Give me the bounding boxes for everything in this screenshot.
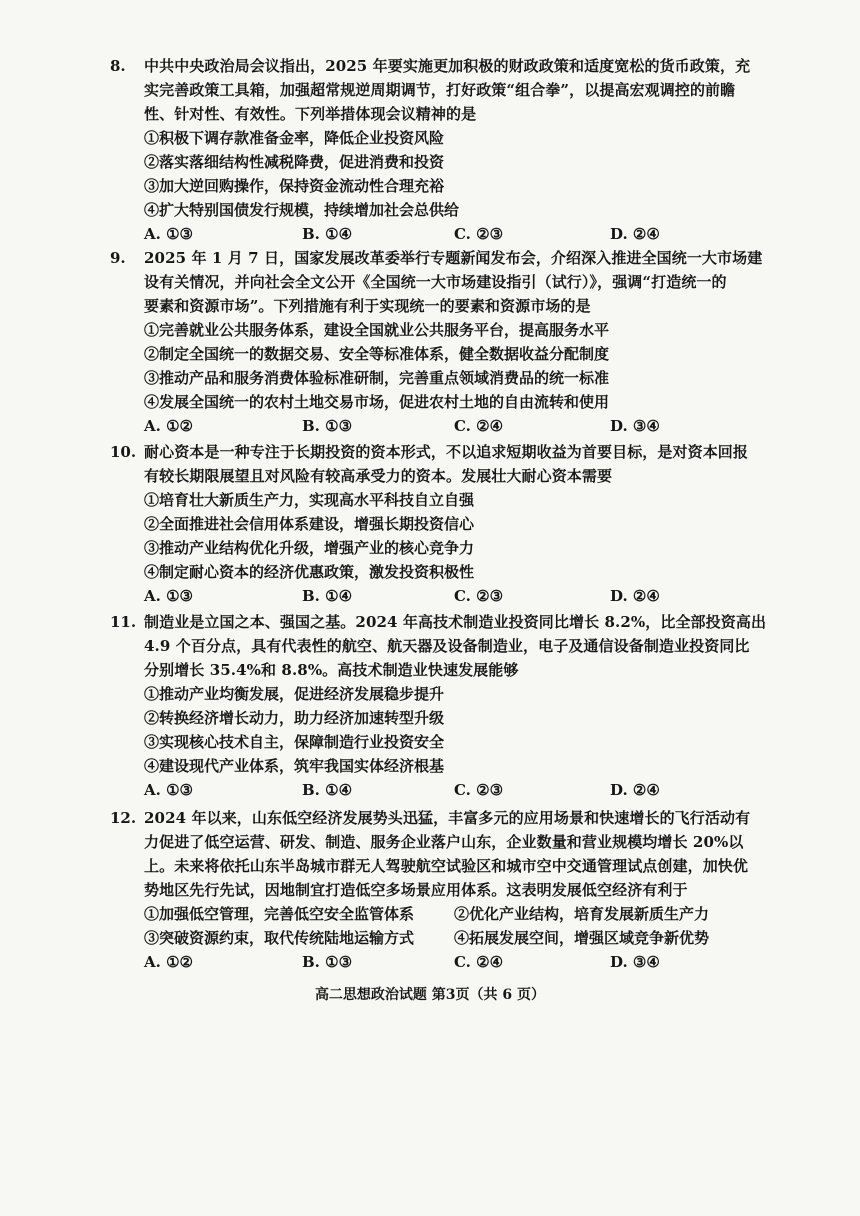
page-footer: 高二思想政治试题 第3页（共 6 页） [314, 987, 546, 1003]
choice-b: B. ①④ [302, 587, 353, 605]
choice-b: B. ①④ [302, 225, 353, 243]
statement-option: ①完善就业公共服务体系，建设全国就业公共服务平台，提高服务水平 [144, 321, 610, 339]
question-stem [144, 54, 756, 126]
stem-line: 有较长期限展望且对风险有较高承受力的资本。发展壮大耐心资本需要 [144, 467, 613, 485]
statement-option: ③加大逆回购操作，保持资金流动性合理充裕 [144, 177, 445, 195]
answer-choices [144, 222, 756, 246]
statement-option: ②转换经济增长动力，助力经济加速转型升级 [144, 709, 445, 727]
question-stem [144, 806, 756, 902]
choice-c: C. ②④ [454, 953, 504, 971]
stem-line: 制造业是立国之本、强国之基。2024 年高技术制造业投资同比增长 8.2%，比全部投资高出 [144, 613, 767, 631]
statement-option: ④建设现代产业体系，筑牢我国实体经济根基 [144, 757, 445, 775]
question-10 [110, 440, 756, 608]
stem-line: 中共中央政治局会议指出，2025 年要实施更加积极的财政政策和适度宽松的货币政策，充 [144, 57, 751, 75]
question-11 [110, 610, 767, 802]
choice-c: C. ②③ [454, 225, 504, 243]
statement-option: ③实现核心技术自主，保障制造行业投资安全 [144, 733, 445, 751]
stem-line: 4.9 个百分点，具有代表性的航空、航天器及设备制造业，电子及通信设备制造业投资同比 [144, 637, 750, 655]
choice-c: C. ②③ [454, 587, 504, 605]
stem-line: 势地区先行先试，因地制宜打造低空多场景应用体系。这表明发展低空经济有利于 [144, 881, 688, 899]
choice-c: C. ②③ [454, 781, 504, 799]
stem-line: 2025 年 1 月 7 日，国家发展改革委举行专题新闻发布会，介绍深入推进全国统一大市场建 [144, 249, 763, 267]
choice-d: D. ③④ [610, 417, 660, 435]
statement-option: ③推动产业结构优化升级，增强产业的核心竞争力 [144, 539, 475, 557]
question-9 [110, 246, 763, 438]
choice-a: A. ①③ [144, 587, 193, 605]
answer-choices [144, 778, 756, 802]
question-stem [144, 440, 756, 488]
stem-line: 分别增长 35.4%和 8.8%。高技术制造业快速发展能够 [144, 661, 519, 679]
statement-option: ②全面推进社会信用体系建设，增强长期投资信心 [144, 515, 475, 533]
choice-a: A. ①② [144, 417, 193, 435]
choice-b: B. ①④ [302, 781, 353, 799]
stem-line: 性、针对性、有效性。下列举措体现会议精神的是 [144, 105, 477, 123]
answer-choices [144, 584, 756, 608]
choice-d: D. ②④ [610, 781, 660, 799]
statement-option: ①积极下调存款准备金率，降低企业投资风险 [144, 129, 445, 147]
question-number: 12. [110, 809, 137, 827]
statement-option: ④扩大特别国债发行规模，持续增加社会总供给 [144, 201, 460, 219]
choice-d: D. ②④ [610, 587, 660, 605]
statement-option: ③推动产品和服务消费体验标准研制，完善重点领域消费品的统一标准 [144, 369, 610, 387]
answer-choices [144, 950, 756, 974]
statement-option: ④制定耐心资本的经济优惠政策，激发投资积极性 [144, 563, 475, 581]
statement-option-pair [144, 902, 756, 926]
stem-line: 耐心资本是一种专注于长期投资的资本形式，不以追求短期收益为首要目标，是对资本回报 [144, 443, 749, 461]
statement-option-pair [144, 926, 756, 950]
statement-option: ④拓展发展空间，增强区域竞争新优势 [454, 929, 710, 947]
statement-option: ①培育壮大新质生产力，实现高水平科技自立自强 [144, 491, 475, 509]
stem-line: 上。未来将依托山东半岛城市群无人驾驶航空试验区和城市空中交通管理试点创建，加快优 [144, 857, 749, 875]
choice-b: B. ①③ [302, 953, 353, 971]
choice-a: A. ①② [144, 953, 193, 971]
statement-option: ②制定全国统一的数据交易、安全等标准体系，健全数据收益分配制度 [144, 345, 610, 363]
question-number: 10. [110, 443, 137, 461]
question-stem [144, 246, 763, 318]
answer-choices [144, 414, 756, 438]
statement-option: ④发展全国统一的农村土地交易市场，促进农村土地的自由流转和使用 [144, 393, 610, 411]
question-number: 9. [110, 249, 126, 267]
choice-a: A. ①③ [144, 781, 193, 799]
question-8 [110, 54, 756, 246]
statement-option: ①推动产业均衡发展，促进经济发展稳步提升 [144, 685, 445, 703]
stem-line: 力促进了低空运营、研发、制造、服务企业落户山东，企业数量和营业规模均增长 20%以 [144, 833, 744, 851]
choice-d: D. ③④ [610, 953, 660, 971]
question-12 [110, 806, 756, 974]
statement-option: ①加强低空管理，完善低空安全监管体系 [144, 905, 415, 923]
statement-option: ③突破资源约束，取代传统陆地运输方式 [144, 929, 415, 947]
question-number: 11. [110, 613, 137, 631]
question-number: 8. [110, 57, 126, 75]
stem-line: 实完善政策工具箱，加强超常规逆周期调节，打好政策“组合拳”，以提高宏观调控的前瞻 [144, 81, 736, 99]
choice-b: B. ①③ [302, 417, 353, 435]
stem-line: 2024 年以来，山东低空经济发展势头迅猛，丰富多元的应用场景和快速增长的飞行活动有 [144, 809, 751, 827]
stem-line: 设有关情况，并向社会全文公开《全国统一大市场建设指引（试行）》，强调“打造统一的 [144, 273, 727, 291]
choice-a: A. ①③ [144, 225, 193, 243]
question-stem [144, 610, 767, 682]
stem-line: 要素和资源市场”。下列措施有利于实现统一的要素和资源市场的是 [144, 297, 591, 315]
choice-d: D. ②④ [610, 225, 660, 243]
choice-c: C. ②④ [454, 417, 504, 435]
statement-option: ②落实落细结构性减税降费，促进消费和投资 [144, 153, 445, 171]
statement-option: ②优化产业结构，培育发展新质生产力 [454, 905, 710, 923]
